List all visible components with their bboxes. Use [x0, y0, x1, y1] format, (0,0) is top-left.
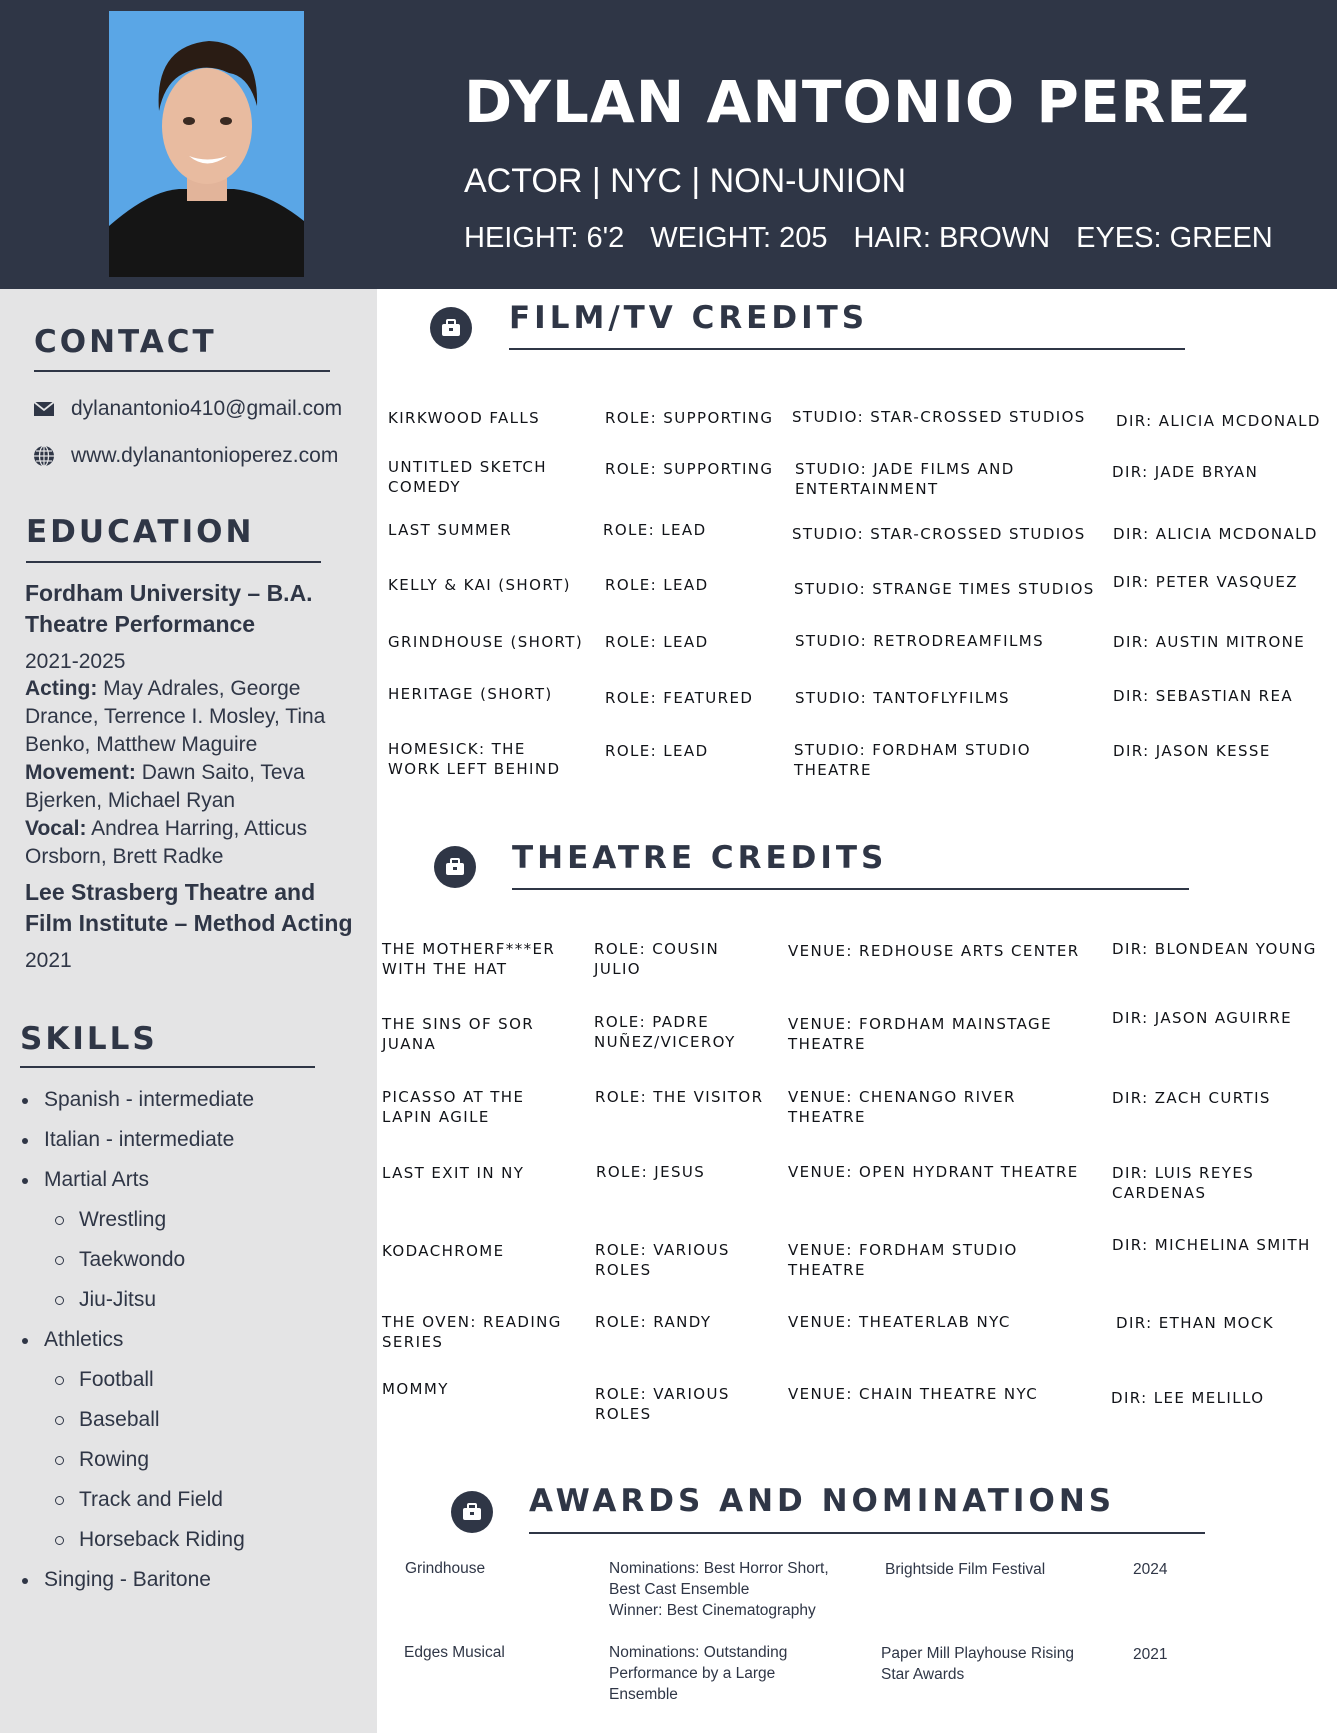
- vocal-label: Vocal:: [25, 817, 87, 840]
- awards-rule: [529, 1532, 1205, 1534]
- theatre-title: PICASSO AT THE LAPIN AGILE: [382, 1088, 525, 1126]
- theatre-director: DIR: JASON AGUIRRE: [1112, 1009, 1293, 1027]
- full-name: DYLAN ANTONIO PEREZ: [464, 68, 1250, 136]
- website-row[interactable]: [33, 444, 338, 468]
- briefcase-icon: [434, 846, 476, 888]
- theatre-role: ROLE: PADRE NUÑEZ/VICEROY: [594, 1013, 736, 1051]
- theatre-title: THE OVEN: READING SERIES: [382, 1313, 562, 1351]
- film-title: LAST SUMMER: [388, 521, 513, 539]
- vocal-names: Andrea Harring, Atticus Orsborn, Brett Radke: [25, 817, 308, 868]
- film-title: HERITAGE (SHORT): [388, 685, 553, 703]
- hair-stat: HAIR: BROWN: [853, 222, 1051, 254]
- film-role: ROLE: LEAD: [605, 742, 709, 760]
- film-studio: STUDIO: STAR-CROSSED STUDIOS: [792, 525, 1086, 543]
- film-role: ROLE: LEAD: [603, 521, 707, 539]
- skill-subitem: Wrestling: [20, 1200, 360, 1240]
- skill-subitem: Baseball: [20, 1400, 360, 1440]
- website-link[interactable]: www.dylanantonioperez.com: [71, 444, 339, 467]
- skill-subitem: Horseback Riding: [20, 1520, 360, 1560]
- theatre-title: THE SINS OF SOR JUANA: [382, 1015, 535, 1053]
- header-banner: [0, 0, 1337, 289]
- contact-rule: [34, 370, 330, 372]
- theatre-title: MOMMY: [382, 1380, 449, 1398]
- weight-stat: WEIGHT: 205: [650, 222, 828, 254]
- theatre-director: DIR: LEE MELILLO: [1111, 1389, 1265, 1407]
- film-studio: STUDIO: FORDHAM STUDIO THEATRE: [794, 741, 1031, 779]
- film-director: DIR: JADE BRYAN: [1112, 463, 1259, 481]
- film-director: DIR: SEBASTIAN REA: [1113, 687, 1294, 705]
- film-role: ROLE: SUPPORTING: [605, 409, 774, 427]
- email-link[interactable]: dylanantonio410@gmail.com: [71, 397, 343, 420]
- school-fordham-years: 2021-2025: [25, 650, 126, 673]
- theatre-rule: [512, 888, 1189, 890]
- email-row[interactable]: [33, 397, 342, 421]
- movement-names: Dawn Saito, Teva Bjerken, Michael Ryan: [25, 761, 305, 812]
- theatre-venue: VENUE: CHENANGO RIVER THEATRE: [788, 1088, 1016, 1126]
- film-role: ROLE: SUPPORTING: [605, 460, 774, 478]
- award-detail: Nominations: Outstanding Performance by a Large Ensemble: [609, 1644, 788, 1703]
- school-fordham: Fordham University – B.A. Theatre Performance: [25, 580, 313, 637]
- film-rule: [509, 348, 1185, 350]
- award-year: 2024: [1133, 1561, 1168, 1578]
- award-work: Edges Musical: [404, 1644, 505, 1661]
- theatre-heading: THEATRE CREDITS: [512, 840, 888, 876]
- skills-rule: [20, 1066, 315, 1068]
- skill-subitem: Jiu-Jitsu: [20, 1280, 360, 1320]
- theatre-title: KODACHROME: [382, 1242, 505, 1260]
- skill-subitem: Taekwondo: [20, 1240, 360, 1280]
- theatre-title: THE MOTHERF***ER WITH THE HAT: [382, 940, 556, 978]
- film-studio: STUDIO: STRANGE TIMES STUDIOS: [794, 580, 1095, 598]
- theatre-director: DIR: ETHAN MOCK: [1116, 1314, 1274, 1332]
- film-title: HOMESICK: THE WORK LEFT BEHIND: [388, 740, 561, 778]
- skill-item: Athletics: [20, 1320, 360, 1360]
- film-director: DIR: ALICIA MCDONALD: [1113, 525, 1318, 543]
- film-studio: STUDIO: RETRODREAMFILMS: [795, 632, 1045, 650]
- school-strasberg-years: 2021: [25, 949, 72, 972]
- theatre-role: ROLE: JESUS: [596, 1163, 706, 1181]
- skill-item: Italian - intermediate: [20, 1120, 360, 1160]
- education-heading: EDUCATION: [26, 514, 255, 550]
- theatre-role: ROLE: RANDY: [595, 1313, 712, 1331]
- skill-item: Martial Arts: [20, 1160, 360, 1200]
- skills-list: [20, 1080, 360, 1600]
- movement-teachers: [25, 759, 355, 815]
- theatre-role: ROLE: VARIOUS ROLES: [595, 1385, 730, 1423]
- theatre-director: DIR: MICHELINA SMITH: [1112, 1236, 1311, 1254]
- theatre-venue: VENUE: OPEN HYDRANT THEATRE: [788, 1163, 1079, 1181]
- film-role: ROLE: FEATURED: [605, 689, 754, 707]
- film-title: KELLY & KAI (SHORT): [388, 576, 571, 594]
- film-role: ROLE: LEAD: [605, 633, 709, 651]
- acting-names: May Adrales, George Drance, Terrence I. Mosley, Tina Benko, Matthew Maguire: [25, 677, 326, 756]
- film-title: UNTITLED SKETCH COMEDY: [388, 458, 547, 496]
- eyes-stat: EYES: GREEN: [1076, 222, 1273, 254]
- theatre-role: ROLE: COUSIN JULIO: [594, 940, 720, 978]
- theatre-role: ROLE: THE VISITOR: [595, 1088, 764, 1106]
- education-rule: [26, 561, 321, 563]
- film-director: DIR: JASON KESSE: [1113, 742, 1271, 760]
- theatre-director: DIR: LUIS REYES CARDENAS: [1112, 1164, 1255, 1202]
- skill-subitem: Track and Field: [20, 1480, 360, 1520]
- subtitle: ACTOR | NYC | NON-UNION: [464, 162, 907, 200]
- theatre-role: ROLE: VARIOUS ROLES: [595, 1241, 730, 1279]
- film-director: DIR: AUSTIN MITRONE: [1113, 633, 1306, 651]
- acting-label: Acting:: [25, 677, 98, 700]
- theatre-director: DIR: BLONDEAN YOUNG: [1112, 940, 1317, 958]
- film-role: ROLE: LEAD: [605, 576, 709, 594]
- film-director: DIR: ALICIA MCDONALD: [1116, 412, 1321, 430]
- theatre-title: LAST EXIT IN NY: [382, 1164, 525, 1182]
- film-director: DIR: PETER VASQUEZ: [1113, 573, 1298, 591]
- mail-icon: [33, 398, 55, 420]
- contact-heading: CONTACT: [34, 324, 217, 360]
- briefcase-icon: [451, 1491, 493, 1533]
- theatre-director: DIR: ZACH CURTIS: [1112, 1089, 1271, 1107]
- film-studio: STUDIO: JADE FILMS AND ENTERTAINMENT: [795, 460, 1015, 498]
- skills-heading: SKILLS: [20, 1021, 158, 1057]
- briefcase-icon: [430, 307, 472, 349]
- award-work: Grindhouse: [405, 1560, 486, 1577]
- vocal-teachers: [25, 815, 355, 871]
- theatre-venue: VENUE: REDHOUSE ARTS CENTER: [788, 942, 1080, 960]
- skill-item: Singing - Baritone: [20, 1560, 360, 1600]
- physical-stats: [464, 222, 1299, 255]
- theatre-venue: VENUE: FORDHAM STUDIO THEATRE: [788, 1241, 1018, 1279]
- theatre-venue: VENUE: FORDHAM MAINSTAGE THEATRE: [788, 1015, 1052, 1053]
- film-heading: FILM/TV CREDITS: [509, 300, 869, 336]
- globe-icon: [33, 445, 55, 467]
- film-title: KIRKWOOD FALLS: [388, 409, 541, 427]
- film-studio: STUDIO: TANTOFLYFILMS: [795, 689, 1010, 707]
- award-festival: Paper Mill Playhouse Rising Star Awards: [881, 1645, 1074, 1683]
- award-detail: Nominations: Best Horror Short, Best Cast Ensemble Winner: Best Cinematography: [609, 1560, 829, 1619]
- theatre-venue: VENUE: CHAIN THEATRE NYC: [788, 1385, 1039, 1403]
- film-title: GRINDHOUSE (SHORT): [388, 633, 584, 651]
- headshot-photo: [109, 11, 304, 277]
- school-strasberg: Lee Strasberg Theatre and Film Institute – Method Acting: [25, 879, 353, 936]
- skill-subitem: Rowing: [20, 1440, 360, 1480]
- award-festival: Brightside Film Festival: [885, 1561, 1046, 1578]
- awards-heading: AWARDS AND NOMINATIONS: [529, 1483, 1116, 1519]
- acting-teachers: [25, 675, 355, 759]
- movement-label: Movement:: [25, 761, 136, 784]
- award-year: 2021: [1133, 1646, 1168, 1663]
- film-studio: STUDIO: STAR-CROSSED STUDIOS: [792, 408, 1086, 426]
- skill-item: Spanish - intermediate: [20, 1080, 360, 1120]
- height-stat: HEIGHT: 6'2: [464, 222, 625, 254]
- skill-subitem: Football: [20, 1360, 360, 1400]
- theatre-venue: VENUE: THEATERLAB NYC: [788, 1313, 1011, 1331]
